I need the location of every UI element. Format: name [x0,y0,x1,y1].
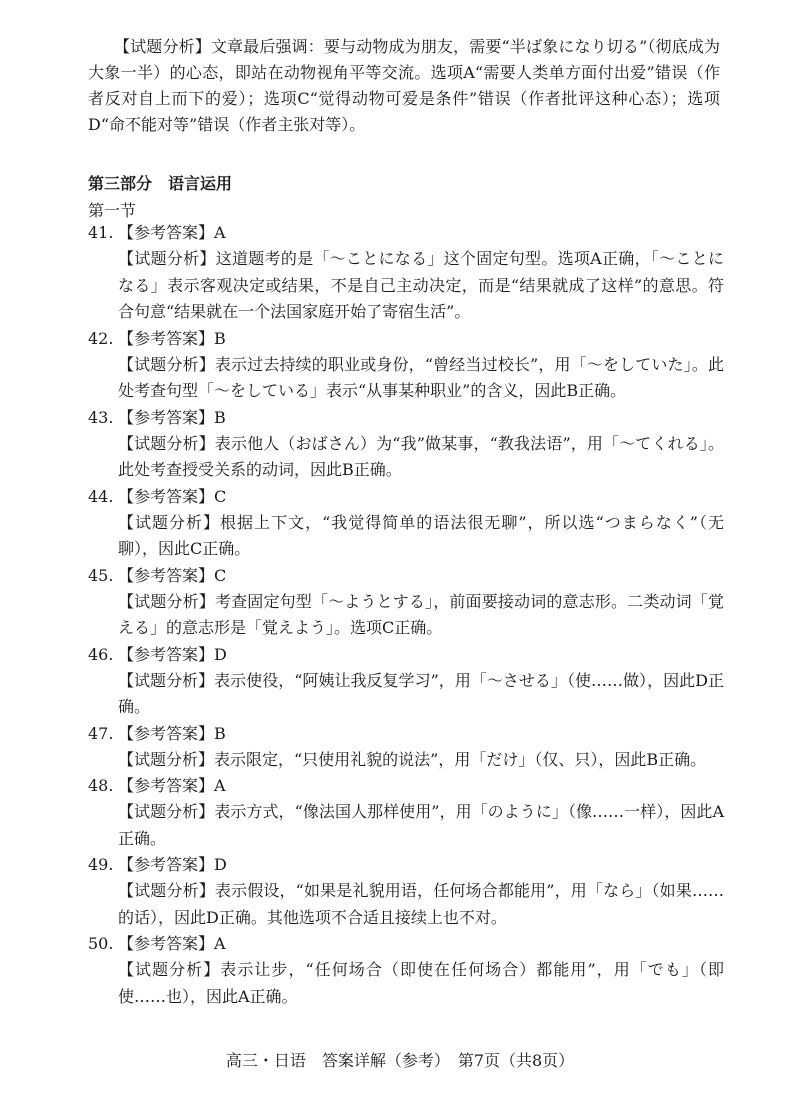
answer-list [88,220,724,1010]
reference-answer: 【参考答案】A [118,223,226,242]
reference-answer: 【参考答案】C [118,486,227,506]
question-analysis: 【试题分析】表示使役，“阿姨让我反复学习”，用「～させる」（使……做），因此D正确。 [118,670,724,716]
question-number: 48. [88,776,114,795]
question-item-43 [88,405,724,484]
question-number: 42. [88,328,114,348]
question-item-50 [88,931,724,1010]
question-number: 41. [88,223,114,242]
question-item-48 [88,773,724,852]
question-analysis: 【试题分析】表示方式，“像法国人那样使用”，用「のように」（像……一样），因此A正确。 [118,802,724,848]
question-analysis: 【试题分析】根据上下文，“我觉得简单的语法很无聊”，所以选“つまらなく”（无聊），因此C正确。 [118,512,724,558]
question-item-49 [88,852,724,931]
page-footer: 高三・日语 答案详解（参考） 第7页（共8页） [225,1051,575,1070]
question-item-46 [88,642,724,721]
reference-answer: 【参考答案】D [118,644,227,664]
reference-answer: 【参考答案】B [118,723,226,743]
question-item-47 [88,721,724,774]
intro-analysis: 【试题分析】文章最后强调：要与动物成为朋友，需要“半ば象になり切る”（彻底成为大象一半）的心态，即站在动物视角平等交流。选项A“需要人类单方面付出爱”错误（作者反对自上而下的爱）；选项C“觉得动物可爱是条件”错误（作者批评这种心态）；选项D“命不能对等”错误（作者主张对等）。 [88,37,720,134]
question-item-45 [88,563,724,642]
reference-answer: 【参考答案】D [118,855,227,874]
question-analysis: 【试题分析】这道题考的是「～ことになる」这个固定句型。选项A正确，「～ことになる」表示客观决定或结果，不是自己主动决定，而是“结果就成了这样”的意思。符合句意“结果就在一个法国家庭开始了寄宿生活”。 [118,249,724,321]
question-number: 47. [88,723,114,743]
question-analysis: 【试题分析】表示过去持续的职业或身份，“曾经当过校长”，用「～をしていた」。此处考查句型「～をしている」表示“从事某种职业”的含义，因此B正确。 [118,354,724,400]
reference-answer: 【参考答案】B [118,407,226,427]
reference-answer: 【参考答案】A [118,776,226,795]
question-analysis: 【试题分析】表示他人（おばさん）为“我”做某事，“教我法语”，用「～てくれる」。此处考查授受关系的动词，因此B正确。 [118,433,724,479]
reference-answer: 【参考答案】C [118,565,227,585]
question-analysis: 【试题分析】表示假设，“如果是礼貌用语，任何场合都能用”，用「なら」（如果……的话），因此D正确。其他选项不合适且接续上也不对。 [118,881,724,927]
reference-answer: 【参考答案】B [118,328,226,348]
question-item-42 [88,326,724,405]
question-analysis: 【试题分析】表示让步，“任何场合（即使在任何场合）都能用”，用「でも」（即使……也），因此A正确。 [118,960,724,1006]
section-title: 第三部分 语言运用 [88,174,233,193]
question-number: 49. [88,855,114,874]
question-number: 43. [88,407,114,427]
question-item-41 [88,220,724,326]
question-item-44 [88,484,724,563]
subsection-title: 第一节 [88,201,137,220]
question-analysis: 【试题分析】考查固定句型「～ようとする」，前面要接动词的意志形。二类动词「覚える」的意志形是「覚えよう」。选项C正确。 [118,591,724,637]
question-number: 45. [88,565,114,585]
question-number: 44. [88,486,114,506]
question-number: 46. [88,644,114,664]
reference-answer: 【参考答案】A [118,934,226,953]
question-number: 50. [88,934,114,953]
question-analysis: 【试题分析】表示限定，“只使用礼貌的说法”，用「だけ」（仅、只），因此B正确。 [118,749,707,769]
